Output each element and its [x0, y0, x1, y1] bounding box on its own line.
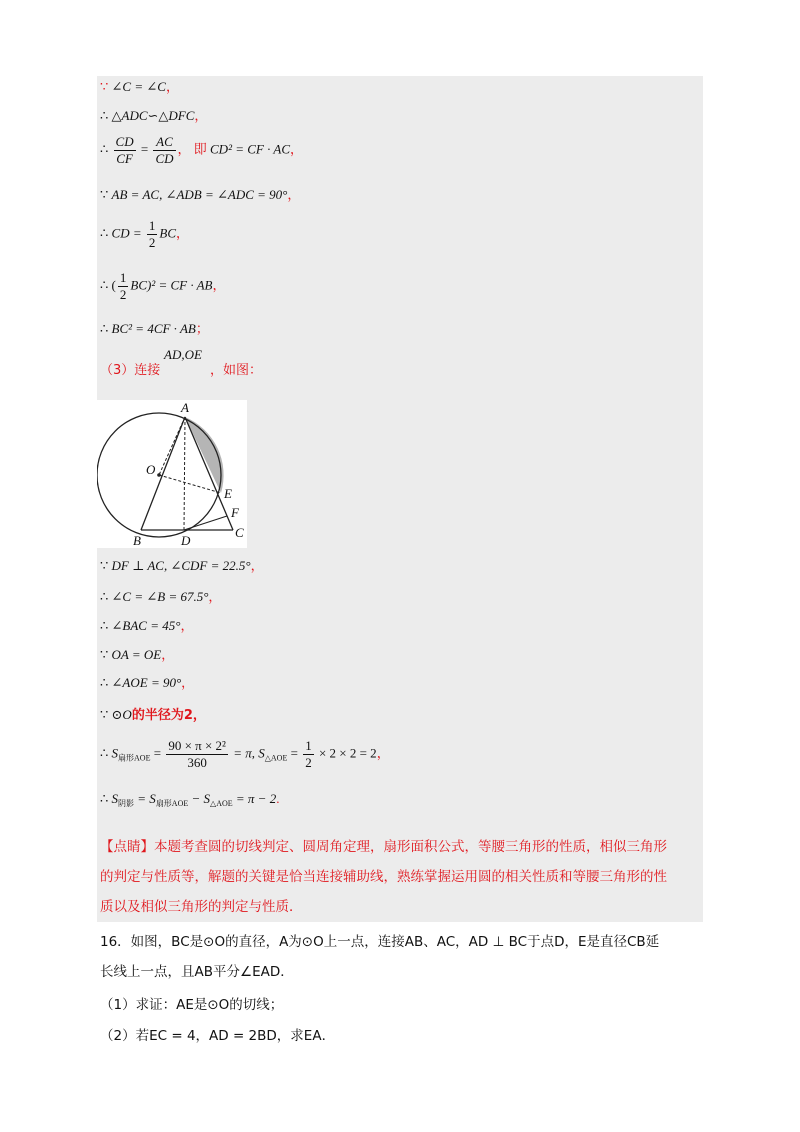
solution-line-14: ∵ ⊙O的半径为2， — [100, 707, 206, 723]
circle-diagram — [97, 400, 247, 548]
solution-line-6: ∴ ( $\frac{1}{2}$ BC)² = CF · AB， — [100, 270, 226, 302]
solution-line-5: ∴ CD = $\frac{1}{2}$ BC， — [100, 218, 190, 250]
question-16-line-1: 16．如图，BC是⊙O的直径，A为⊙O上一点，连接AB、AC，AD ⊥ BC于点D，E是直径CB延 — [100, 934, 660, 950]
solution-line-16: ∴ $S_{阴影} = S_{扇形AOE} - S_{\triangle AOE} = \pi - 2$. — [100, 791, 280, 808]
segment-oe — [159, 475, 221, 493]
fraction-cd-cf: $\frac{CD}{CF}$ — [115, 134, 134, 166]
fraction-ac-cd: $\frac{AC}{CD}$ — [155, 134, 174, 166]
solution-line-10: ∴ ∠C = ∠B = 67.5°， — [100, 589, 222, 604]
label-c: C — [235, 525, 244, 540]
solution-line-7: ∴ BC² = 4CF · AB； — [100, 321, 209, 336]
label-b: B — [133, 533, 141, 548]
fraction-one-half: $\frac{1}{2}$ — [148, 218, 156, 250]
point-o — [157, 473, 161, 477]
fraction-triangle-area: $\frac{1}{2}$ — [305, 738, 312, 770]
fraction-sector-area: $\frac{\text{90 × π × 2²}}{360}$ — [168, 738, 226, 770]
comment-line-2: 的判定与性质等，解题的关键是恰当连接辅助线，熟练掌握运用圆的相关性质和等腰三角形的性 — [100, 869, 667, 885]
geometry-figure — [97, 400, 247, 548]
solution-line-9: ∵ DF ⊥ AC, ∠CDF = 22.5°， — [100, 558, 264, 573]
comment-block — [100, 832, 700, 922]
solution-line-11: ∴ ∠BAC = 45°， — [100, 618, 194, 633]
segment-ac — [185, 417, 233, 530]
label-o: O — [146, 462, 156, 477]
solution-line-2: ∴ △ADC∽△DFC， — [100, 108, 208, 123]
solution-line-15: ∴ $S_{扇形AOE}$ = $\frac{\text{90 × π × 2²}}{360}$ = π, $S_{\triangle AOE}$ = $\frac{1}{2}$ × 2 × 2 = 2， — [100, 738, 390, 770]
segment-df — [184, 516, 227, 530]
fraction-one-half-2: $\frac{1}{2}$ — [119, 270, 127, 302]
question-16-part-2: （2）若EC = 4，AD = 2BD，求EA． — [100, 1028, 336, 1044]
solution-line-1: ∵ ∠C = ∠C， — [100, 79, 179, 94]
comment-line-3: 质以及相似三角形的判定与性质． — [100, 899, 303, 915]
question-16-part-1: （1）求证：AE是⊙O的切线； — [100, 997, 284, 1013]
solution-line-3: ∴ $\frac{CD}{CF}$ = $\frac{AC}{CD}$ ， 即 CD² = CF · AC， — [100, 134, 303, 166]
solution-line-13: ∴ ∠AOE = 90°， — [100, 675, 195, 690]
label-f: F — [231, 505, 239, 520]
label-a: A — [181, 400, 189, 415]
solution-line-12: ∵ OA = OE， — [100, 647, 175, 662]
solution-line-4: ∵ AB = AC, ∠ADB = ∠ADC = 90°， — [100, 187, 301, 202]
label-d: D — [181, 533, 191, 548]
label-e: E — [224, 486, 232, 501]
comment-line-1: 【点睛】本题考查圆的切线判定、圆周角定理，扇形面积公式，等腰三角形的性质，相似三角形 — [100, 839, 667, 855]
question-16-line-2: 长线上一点，且AB平分∠EAD． — [100, 964, 294, 980]
segment-ad — [184, 417, 185, 530]
